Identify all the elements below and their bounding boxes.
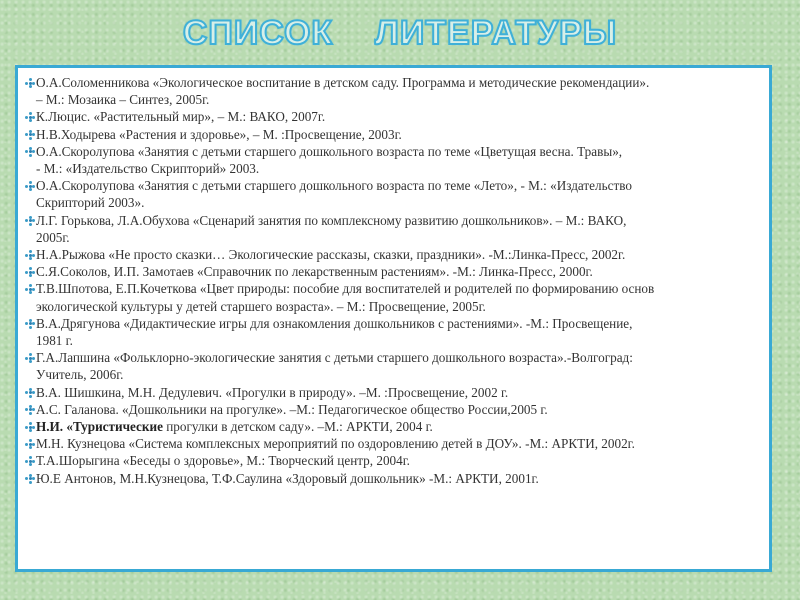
reference-text: А.С. Галанова. «Дошкольники на прогулке». –М.: Педагогическое общество России,2005 г. xyxy=(36,401,548,417)
diamond-dots-bullet-icon xyxy=(25,216,35,226)
reference-line xyxy=(25,177,762,194)
reference-item xyxy=(25,470,762,487)
reference-text: Ю.Е Антонов, М.Н.Кузнецова, Т.Ф.Саулина «Здоровый дошкольник» -М.: АРКТИ, 2001г. xyxy=(36,470,539,486)
reference-line xyxy=(25,435,762,452)
reference-continuation: 1981 г. xyxy=(36,333,73,349)
references-list xyxy=(25,74,762,487)
page-title: СПИСОК ЛИТЕРАТУРЫ xyxy=(182,13,618,52)
reference-text: М.Н. Кузнецова «Система комплексных мероприятий по оздоровлению детей в ДОУ». -М.: АРКТИ, 2002г. xyxy=(36,436,635,452)
reference-line xyxy=(25,470,762,487)
reference-line xyxy=(25,315,762,332)
reference-line xyxy=(25,384,762,401)
reference-line xyxy=(25,401,762,418)
diamond-dots-bullet-icon xyxy=(25,319,35,329)
diamond-dots-bullet-icon xyxy=(25,250,35,260)
diamond-dots-bullet-icon xyxy=(25,112,35,122)
reference-text: В.А.Дрягунова «Дидактические игры для ознакомления дошкольников с растениями». -М.: Просвещение, xyxy=(36,315,633,331)
reference-item xyxy=(25,143,762,177)
reference-item xyxy=(25,418,762,435)
reference-line xyxy=(25,418,762,435)
reference-text: О.А.Скоролупова «Занятия с детьми старшего дошкольного возраста по теме «Цветущая весна. Травы», xyxy=(36,143,623,159)
reference-continuation: 2005г. xyxy=(36,229,70,245)
reference-line xyxy=(25,246,762,263)
reference-item xyxy=(25,315,762,349)
reference-line xyxy=(25,452,762,469)
diamond-dots-bullet-icon xyxy=(25,267,35,277)
reference-item xyxy=(25,126,762,143)
reference-text: К.Люцис. «Растительный мир», – М.: ВАКО, 2007г. xyxy=(36,109,326,125)
reference-item xyxy=(25,246,762,263)
reference-line xyxy=(25,263,762,280)
reference-line xyxy=(25,74,762,91)
reference-line xyxy=(25,108,762,125)
reference-line xyxy=(25,143,762,160)
diamond-dots-bullet-icon xyxy=(25,181,35,191)
diamond-dots-bullet-icon xyxy=(25,353,35,363)
diamond-dots-bullet-icon xyxy=(25,439,35,449)
diamond-dots-bullet-icon xyxy=(25,130,35,140)
reference-text: О.А.Соломенникова «Экологическое воспитание в детском саду. Программа и методические рекомендации». xyxy=(36,75,650,90)
diamond-dots-bullet-icon xyxy=(25,456,35,466)
reference-item xyxy=(25,108,762,125)
reference-text: С.Я.Соколов, И.П. Замотаев «Справочник по лекарственным растениям». -М.: Линка-Пресс, 2000г. xyxy=(36,264,593,280)
reference-continuation: - М.: «Издательство Скрипторий» 2003. xyxy=(36,161,260,177)
diamond-dots-bullet-icon xyxy=(25,78,35,88)
reference-line xyxy=(25,349,762,366)
reference-text: Т.В.Шпотова, Е.П.Кочеткова «Цвет природы: пособие для воспитателей и родителей по формированию основ xyxy=(36,281,655,297)
reference-text: Г.А.Лапшина «Фольклорно-экологические занятия с детьми старшего дошкольного возраста».-Волгоград: xyxy=(36,350,633,366)
reference-continuation: Учитель, 2006г. xyxy=(36,367,124,383)
reference-bold-text: Н.И. «Туристические xyxy=(36,419,163,435)
reference-item xyxy=(25,401,762,418)
diamond-dots-bullet-icon xyxy=(25,147,35,157)
references-panel xyxy=(15,65,772,572)
reference-text: Л.Г. Горькова, Л.А.Обухова «Сценарий занятия по комплексному развитию дошкольников». – М.: ВАКО, xyxy=(36,212,627,228)
reference-item xyxy=(25,74,762,108)
reference-continuation: Скрипторий 2003». xyxy=(36,195,145,211)
reference-item xyxy=(25,263,762,280)
reference-text: О.А.Скоролупова «Занятия с детьми старшего дошкольного возраста по теме «Лето», - М.: «Издательство xyxy=(36,178,632,194)
reference-continuation: экологической культуры у детей старшего возраста». – М.: Просвещение, 2005г. xyxy=(36,298,486,314)
reference-item xyxy=(25,212,762,246)
reference-text: прогулки в детском саду». –М.: АРКТИ, 2004 г. xyxy=(162,419,433,435)
reference-item xyxy=(25,452,762,469)
reference-text: Н.В.Ходырева «Растения и здоровье», – М. :Просвещение, 2003г. xyxy=(36,126,402,142)
reference-line xyxy=(25,126,762,143)
reference-item xyxy=(25,177,762,211)
reference-line xyxy=(25,212,762,229)
reference-item xyxy=(25,349,762,383)
diamond-dots-bullet-icon xyxy=(25,388,35,398)
diamond-dots-bullet-icon xyxy=(25,474,35,484)
reference-line xyxy=(25,280,762,297)
reference-item xyxy=(25,435,762,452)
diamond-dots-bullet-icon xyxy=(25,422,35,432)
reference-continuation: – М.: Мозаика – Синтез, 2005г. xyxy=(36,92,210,108)
reference-text: В.А. Шишкина, М.Н. Дедулевич. «Прогулки в природу». –М. :Просвещение, 2002 г. xyxy=(36,384,509,400)
reference-item xyxy=(25,384,762,401)
diamond-dots-bullet-icon xyxy=(25,405,35,415)
reference-text: Н.А.Рыжова «Не просто сказки… Экологические рассказы, сказки, праздники». -М.:Линка-Пресс, 2002г. xyxy=(36,247,626,263)
reference-item xyxy=(25,280,762,314)
diamond-dots-bullet-icon xyxy=(25,284,35,294)
reference-text: Т.А.Шорыгина «Беседы о здоровье», М.: Творческий центр, 2004г. xyxy=(36,453,410,469)
